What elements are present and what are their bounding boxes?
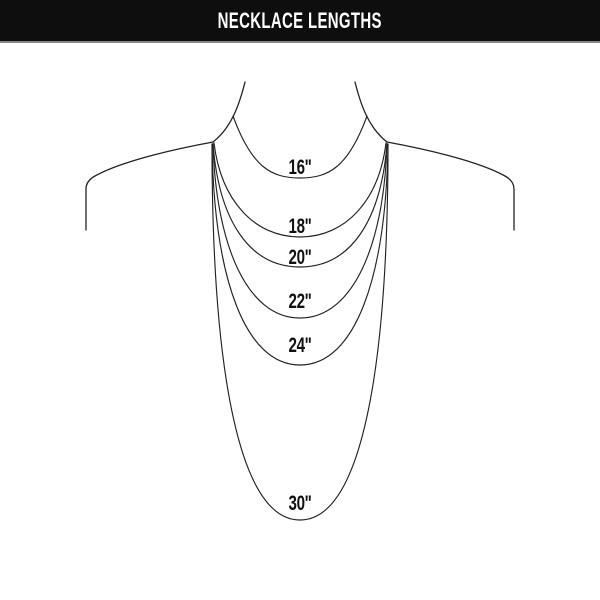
shoulder-outline-right [387,142,514,230]
necklace-label-18: 18" [288,213,312,238]
shoulder-outline-left [86,142,213,230]
necklace-label-24: 24" [288,332,312,357]
necklace-label-30: 30" [288,490,312,515]
header-bar [0,0,600,43]
necklace-label-20: 20" [288,244,312,269]
page-title: NECKLACE LENGTHS [217,8,383,33]
necklace-label-22: 22" [288,288,312,313]
necklace-label-16: 16" [288,154,312,179]
